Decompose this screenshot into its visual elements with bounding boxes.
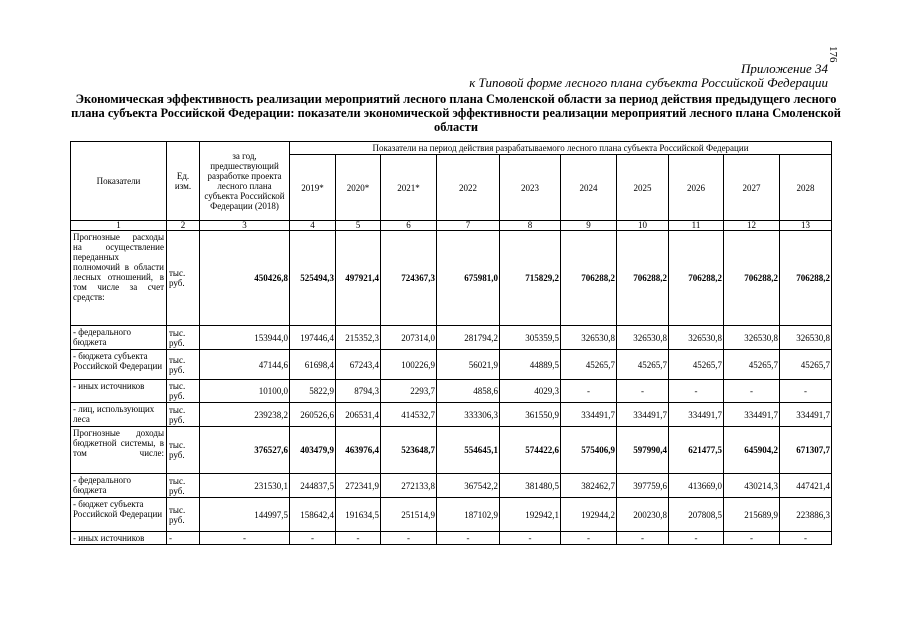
header-year: 2023 [500,155,561,221]
table-cell: 153944,0 [200,326,290,350]
row-unit: тыс. руб. [167,403,200,427]
table-cell: 200230,8 [617,498,669,532]
table-cell: 45265,7 [561,350,617,380]
table-cell: - [437,532,500,545]
table-cell: 334491,7 [669,403,724,427]
table-cell: 381480,5 [500,474,561,498]
table-cell: 574422,6 [500,427,561,474]
table-cell: - [200,532,290,545]
table-cell: 45265,7 [724,350,780,380]
table-row [71,350,832,380]
table-cell: 413669,0 [669,474,724,498]
header-year: 2025 [617,155,669,221]
table-cell: 251514,9 [381,498,437,532]
table-cell: 497921,4 [336,231,381,326]
table-cell: 231530,1 [200,474,290,498]
header-year: 2022 [437,155,500,221]
table-cell: 215352,3 [336,326,381,350]
table-cell: 45265,7 [617,350,669,380]
table-row [71,231,832,326]
table-cell: 706288,2 [561,231,617,326]
table-cell: 197446,4 [290,326,336,350]
table-cell: 706288,2 [780,231,832,326]
table-cell: 56021,9 [437,350,500,380]
column-number: 5 [336,221,381,231]
table-cell: 272341,9 [336,474,381,498]
table-cell: 414532,7 [381,403,437,427]
row-label: - федерального бюджета [71,326,167,350]
table-cell: 334491,7 [724,403,780,427]
table-cell: 61698,4 [290,350,336,380]
row-unit: тыс. руб. [167,231,200,326]
table-cell: 447421,4 [780,474,832,498]
column-number: 2 [167,221,200,231]
row-unit: тыс. руб. [167,350,200,380]
table-cell: 223886,3 [780,498,832,532]
table-cell: - [617,380,669,403]
appendix-title: Приложение 34 [740,61,828,76]
table-cell: 382462,7 [561,474,617,498]
table-cell: - [561,380,617,403]
row-label: - бюджета субъекта Российской Федерации [71,350,167,380]
row-label: - иных источников [71,532,167,545]
table-cell: - [381,532,437,545]
table-cell: 192942,1 [500,498,561,532]
table-cell: 554645,1 [437,427,500,474]
column-number: 3 [200,221,290,231]
column-number: 1 [71,221,167,231]
table-cell: 4858,6 [437,380,500,403]
table-cell: 144997,5 [200,498,290,532]
row-label: - лиц, использующих леса [71,403,167,427]
table-cell: - [336,532,381,545]
table-cell: 706288,2 [724,231,780,326]
table-cell: 192944,2 [561,498,617,532]
table-cell: 334491,7 [617,403,669,427]
table-row [71,498,832,532]
table-cell: 207808,5 [669,498,724,532]
table-cell: - [780,380,832,403]
table-cell: 525494,3 [290,231,336,326]
table-row [71,380,832,403]
table-cell: 326530,8 [669,326,724,350]
table-cell: 215689,9 [724,498,780,532]
row-unit: - [167,532,200,545]
row-label: - иных источников [71,380,167,403]
table-cell: - [669,380,724,403]
column-number: 13 [780,221,832,231]
table-cell: 333306,3 [437,403,500,427]
table-cell: 361550,9 [500,403,561,427]
table-cell: - [669,532,724,545]
row-label: - бюджет субъекта Российской Федерации [71,498,167,532]
table-cell: 260526,6 [290,403,336,427]
table-cell: 706288,2 [669,231,724,326]
header-unit: Ед. изм. [167,142,200,221]
table-cell: 675981,0 [437,231,500,326]
table-cell: 326530,8 [780,326,832,350]
page-number: 176 [827,46,839,63]
row-unit: тыс. руб. [167,474,200,498]
table-cell: 367542,2 [437,474,500,498]
table-cell: 272133,8 [381,474,437,498]
table-cell: - [724,380,780,403]
table-cell: 715829,2 [500,231,561,326]
table-cell: 239238,2 [200,403,290,427]
header-year: 2028 [780,155,832,221]
row-label: Прогнозные доходы бюджетной системы, в том числе: [71,427,167,474]
table-cell: 5822,9 [290,380,336,403]
table-cell: 244837,5 [290,474,336,498]
table-cell: 2293,7 [381,380,437,403]
table-cell: 523648,7 [381,427,437,474]
table-cell: 403479,9 [290,427,336,474]
table-row [71,532,832,545]
header-year: 2024 [561,155,617,221]
table-cell: 326530,8 [617,326,669,350]
table-body [71,231,832,545]
row-unit: тыс. руб. [167,427,200,474]
table-cell: 45265,7 [669,350,724,380]
table-cell: 575406,9 [561,427,617,474]
header-indicators: Показатели [71,142,167,221]
table-cell: - [500,532,561,545]
table-cell: 191634,5 [336,498,381,532]
row-unit: тыс. руб. [167,326,200,350]
indicators-table [70,141,832,545]
column-number: 4 [290,221,336,231]
table-cell: 207314,0 [381,326,437,350]
table-cell: 706288,2 [617,231,669,326]
table-cell: 45265,7 [780,350,832,380]
column-number: 11 [669,221,724,231]
table-row [71,403,832,427]
table-cell: 100226,9 [381,350,437,380]
table-cell: - [561,532,617,545]
table-row [71,326,832,350]
table-cell: 397759,6 [617,474,669,498]
table-cell: - [724,532,780,545]
column-number: 9 [561,221,617,231]
table-cell: 67243,4 [336,350,381,380]
table-cell: - [780,532,832,545]
column-number: 10 [617,221,669,231]
document-title: Экономическая эффективность реализации мероприятий лесного плана Смоленской области за период действия предыдущего лесного плана субъекта Российской Федерации: показатели экономической эффективности реализации мероприятий лесного плана Смоленской области [71,92,841,134]
column-number: 7 [437,221,500,231]
table-cell: 450426,8 [200,231,290,326]
header-year: 2021* [381,155,437,221]
header-year: 2020* [336,155,381,221]
table-cell: 597990,4 [617,427,669,474]
table-cell: 724367,3 [381,231,437,326]
table-row [71,474,832,498]
table-cell: 8794,3 [336,380,381,403]
row-label: - федерального бюджета [71,474,167,498]
table-cell: 4029,3 [500,380,561,403]
table-cell: 334491,7 [780,403,832,427]
table-cell: - [290,532,336,545]
table-cell: 463976,4 [336,427,381,474]
header-year: 2027 [724,155,780,221]
column-number: 12 [724,221,780,231]
table-cell: 334491,7 [561,403,617,427]
appendix-subtitle: к Типовой форме лесного плана субъекта Российской Федерации [469,75,828,90]
table-cell: 206531,4 [336,403,381,427]
row-label: Прогнозные расходы на осуществление переданных полномочий в области лесных отношений, в том числе за счет средств: [71,231,167,326]
appendix-reference [469,62,828,90]
table-cell: 305359,5 [500,326,561,350]
table-header [71,142,832,231]
table-cell: 47144,6 [200,350,290,380]
row-unit: тыс. руб. [167,380,200,403]
table-cell: 430214,3 [724,474,780,498]
column-number: 6 [381,221,437,231]
table-cell: 187102,9 [437,498,500,532]
header-prev-year: за год, предшествующий разработке проекта лесного плана субъекта Российской Федерации (2018) [200,142,290,221]
table-cell: 44889,5 [500,350,561,380]
table-cell: 645904,2 [724,427,780,474]
header-year: 2019* [290,155,336,221]
header-year: 2026 [669,155,724,221]
table-cell: 281794,2 [437,326,500,350]
table-row [71,427,832,474]
table-cell: 326530,8 [561,326,617,350]
table-cell: - [617,532,669,545]
table-cell: 326530,8 [724,326,780,350]
row-unit: тыс. руб. [167,498,200,532]
table-cell: 671307,7 [780,427,832,474]
header-period-group: Показатели на период действия разрабатываемого лесного плана субъекта Российской Федерации [290,142,832,155]
table-cell: 376527,6 [200,427,290,474]
table-cell: 621477,5 [669,427,724,474]
column-number: 8 [500,221,561,231]
table-cell: 158642,4 [290,498,336,532]
table-cell: 10100,0 [200,380,290,403]
